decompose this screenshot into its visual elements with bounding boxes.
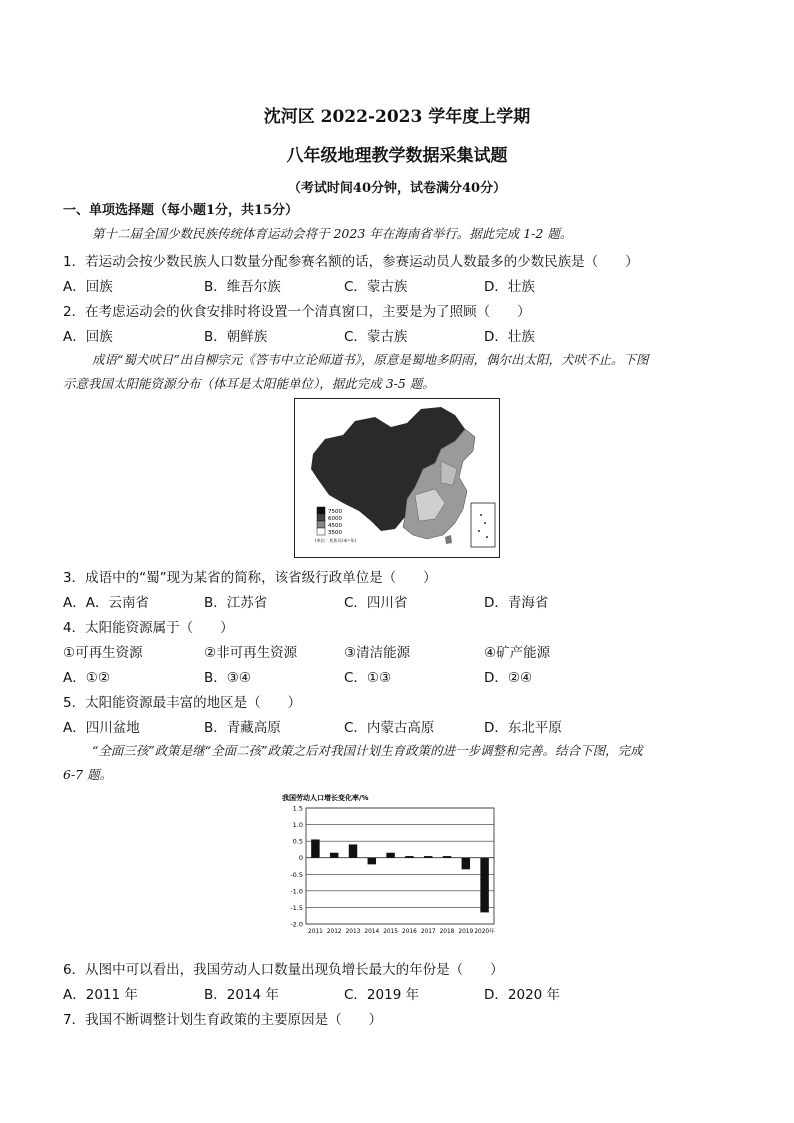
intro-q3-5-line2: 示意我国太阳能资源分布（体耳是太阳能单位），据此完成 3-5 题。 — [63, 376, 435, 391]
legend-swatch-4 — [317, 528, 325, 535]
chart-xtick-label: 2020年 — [474, 929, 495, 935]
solar-resource-map — [294, 398, 500, 558]
chart-ytick-label: -1.0 — [290, 887, 303, 896]
q2-option-b: B．朝鲜族 — [204, 329, 268, 345]
exam-subtitle: （考试时间40分钟，试卷满分40分） — [287, 181, 507, 196]
legend-label-4: 3500 — [328, 530, 342, 536]
intro-q6-7-line2: 6-7 题。 — [63, 767, 113, 782]
chart-bar-2014 — [368, 858, 376, 865]
legend-label-3: 4500 — [328, 523, 342, 529]
q1-option-b: B．维吾尔族 — [204, 279, 281, 295]
question-6: 6．从图中可以看出，我国劳动人口数量出现负增长最大的年份是（ ） — [63, 962, 504, 978]
q2-option-d: D．壮族 — [484, 329, 535, 345]
q4-option-b: B．③④ — [204, 670, 251, 686]
q3-option-a: A．A．云南省 — [63, 595, 149, 611]
china-map-illustration — [295, 399, 499, 557]
q3-option-c: C．四川省 — [344, 595, 408, 611]
legend-swatch-3 — [317, 521, 325, 528]
exam-title-line1: 沈河区 2022-2023 学年度上学期 — [263, 107, 531, 127]
q5-option-d: D．东北平原 — [484, 720, 562, 736]
legend-label-1: 7500 — [328, 509, 342, 515]
exam-title-line2: 八年级地理教学数据采集试题 — [286, 146, 508, 166]
q4-item-3: ③清洁能源 — [344, 645, 411, 661]
q4-option-a: A．①② — [63, 670, 110, 686]
chart-xtick-label: 2017 — [420, 929, 436, 935]
q6-option-c: C．2019 年 — [344, 987, 420, 1003]
chart-ytick-label: 0 — [298, 854, 303, 863]
q3-option-d: D．青海省 — [484, 595, 549, 611]
labor-growth-chart — [276, 790, 508, 942]
q4-item-1: ①可再生资源 — [63, 645, 143, 661]
chart-xtick-label: 2012 — [326, 929, 342, 935]
legend-unit: (单位：兆焦耳/米²·年) — [315, 538, 357, 543]
chart-ytick-label: 1.5 — [292, 804, 303, 813]
chart-ytick-label: -1.5 — [290, 903, 303, 912]
question-3: 3．成语中的“蜀”现为某省的简称，该省级行政单位是（ ） — [63, 570, 437, 586]
q4-item-4: ④矿产能源 — [484, 645, 551, 661]
q2-option-a: A．回族 — [63, 329, 113, 345]
q5-option-b: B．青藏高原 — [204, 720, 281, 736]
q4-option-c: C．①③ — [344, 670, 392, 686]
chart-ytick-label: -2.0 — [290, 920, 303, 929]
chart-xtick-label: 2013 — [345, 929, 361, 935]
q5-option-c: C．内蒙古高原 — [344, 720, 435, 736]
q3-option-b: B．江苏省 — [204, 595, 268, 611]
chart-xtick-label: 2016 — [402, 929, 417, 935]
intro-q1-2: 第十二届全国少数民族传统体育运动会将于 2023 年在海南省举行。据此完成 1-2 题。 — [92, 226, 573, 241]
legend-swatch-2 — [317, 514, 325, 521]
chart-bar-2020年 — [480, 858, 488, 913]
chart-xtick-label: 2011 — [308, 929, 323, 935]
chart-ytick-label: -0.5 — [290, 870, 303, 879]
q1-option-a: A．回族 — [63, 279, 113, 295]
chart-title: 我国劳动人口增长变化率/% — [282, 794, 369, 802]
section-heading: 一、单项选择题（每小题1分，共15分） — [63, 203, 299, 218]
q1-option-d: D．壮族 — [484, 279, 535, 295]
question-5: 5．太阳能资源最丰富的地区是（ ） — [63, 695, 302, 711]
q5-option-a: A．四川盆地 — [63, 720, 140, 736]
q6-option-a: A．2011 年 — [63, 987, 138, 1003]
legend-label-2: 6000 — [328, 516, 342, 522]
chart-xtick-label: 2018 — [439, 929, 455, 935]
chart-bar-2011 — [311, 839, 319, 857]
intro-q6-7-line1: “全面三孩”政策是继“全面二孩”政策之后对我国计划生育政策的进一步调整和完善。结合下图，完成 — [92, 743, 643, 758]
question-7: 7．我国不断调整计划生育政策的主要原因是（ ） — [63, 1012, 383, 1028]
chart-ytick-label: 0.5 — [292, 837, 303, 846]
q4-item-2: ②非可再生资源 — [204, 645, 298, 661]
chart-ytick-label: 1.0 — [292, 821, 303, 830]
chart-bar-2013 — [349, 844, 357, 857]
chart-bar-2016 — [405, 856, 413, 858]
chart-xtick-label: 2014 — [364, 929, 380, 935]
question-4: 4．太阳能资源属于（ ） — [63, 620, 234, 636]
q6-option-d: D．2020 年 — [484, 987, 561, 1003]
q4-option-d: D．②④ — [484, 670, 533, 686]
chart-bar-2018 — [443, 856, 451, 858]
q1-option-c: C．蒙古族 — [344, 279, 408, 295]
legend-swatch-1 — [317, 507, 325, 514]
chart-bar-2017 — [424, 856, 432, 858]
q6-option-b: B．2014 年 — [204, 987, 279, 1003]
chart-bar-2019 — [462, 858, 470, 870]
chart-xtick-label: 2015 — [383, 929, 398, 935]
intro-q3-5-line1: 成语“蜀犬吠日”出自柳宗元《答韦中立论师道书》，原意是蜀地多阴雨，偶尔出太阳，犬吠不止。下图 — [92, 352, 649, 367]
question-1: 1．若运动会按少数民族人口数量分配参赛名额的话，参赛运动员人数最多的少数民族是（ ） — [63, 254, 639, 270]
chart-bar-2012 — [330, 853, 338, 858]
question-2: 2．在考虑运动会的伙食安排时将设置一个清真窗口，主要是为了照顾（ ） — [63, 304, 531, 320]
q2-option-c: C．蒙古族 — [344, 329, 408, 345]
chart-bar-2015 — [386, 853, 394, 858]
chart-xtick-label: 2019 — [458, 929, 474, 935]
